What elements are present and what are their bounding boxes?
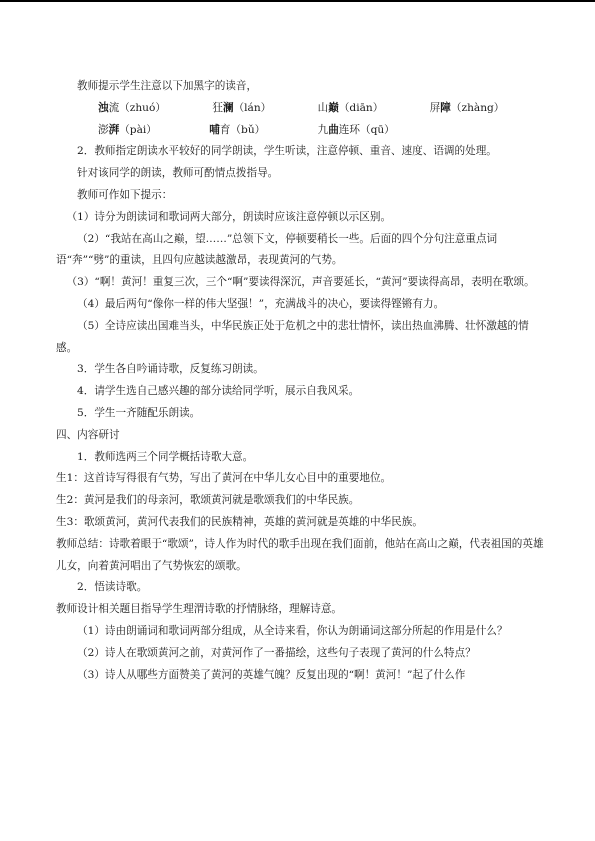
paragraph-p17: 生3：歌颂黄河，黄河代表我们的民族精神，英雄的黄河就是英雄的中华民族。: [56, 515, 423, 528]
vocab-line-2: [56, 120, 546, 142]
document-body: [56, 76, 546, 686]
bold-char: 巅: [328, 101, 339, 114]
vocab-item: [191, 98, 271, 120]
paragraph-p14: 1．教师选两三个同学概括诗歌大意。: [77, 450, 254, 463]
bold-char: 湃: [108, 123, 120, 136]
vocab-text: （lán）: [233, 101, 272, 114]
paragraph-l1: 教师提示学生注意以下加黑字的读音，: [77, 80, 258, 92]
bold-char: 澜: [222, 101, 234, 114]
vocab-text: （zhàng）: [450, 101, 505, 114]
vocab-text: 狂: [212, 101, 223, 114]
vocab-item: [77, 120, 157, 142]
paragraph-p5: （1）诗分为朗读词和歌词两大部分，朗读时应该注意停顿以示区别。: [66, 210, 392, 223]
paragraph-p9: （5）全诗应读出国难当头，中华民族正处于危机之中的悲壮情怀，读出热血沸腾、壮怀激越的情感。: [56, 319, 529, 354]
bold-char: 曲: [328, 123, 339, 136]
vocab-text: 流（zhuó）: [108, 101, 166, 114]
paragraph-p12: 5．学生一齐随配乐朗读。: [77, 406, 201, 419]
top-border-rule: [0, 0, 595, 2]
bold-char: 哺: [209, 123, 220, 136]
paragraph-p11: 4．请学生选自己感兴趣的部分读给同学听，展示自我风采。: [77, 385, 360, 398]
paragraph-p7: （3）“啊！黄河！重复三次，三个“啊”要读得深沉，声音要延长，“黄河”要读得高昂，表明在歌颂。: [66, 276, 535, 289]
vocab-text: （pài）: [119, 123, 157, 136]
paragraph-p15: 生1：这首诗写得很有气势，写出了黄河在中华儿女心目中的重要地位。: [56, 472, 392, 485]
vocab-text: 山: [317, 101, 329, 114]
paragraph-p10: 3．学生各自吟诵诗歌，反复练习朗读。: [77, 363, 264, 376]
paragraph-p2: 2．教师指定朗读水平较好的同学朗读，学生听读，注意停顿、重音、速度、语调的处理。: [77, 145, 497, 158]
vocab-text: 连环（qū）: [338, 123, 395, 136]
paragraph-p22: （2）诗人在歌颂黄河之前，对黄河作了一番描绘，这些句子表现了黄河的什么特点？: [77, 646, 476, 659]
paragraph-p4: 教师可作如下提示：: [77, 188, 173, 201]
bold-char: 浊: [98, 101, 109, 114]
paragraph-p16: 生2：黄河是我们的母亲河，歌颂黄河就是歌颂我们的中华民族。: [56, 494, 360, 507]
vocab-item: [409, 98, 505, 120]
paragraph-p23: （3）诗人从哪些方面赞美了黄河的英雄气魄？反复出现的“啊！黄河！”起了什么作: [77, 668, 466, 681]
section-heading: 四、内容研讨: [56, 428, 120, 441]
vocab-text: 屏: [429, 101, 441, 114]
vocab-text: （diān）: [338, 101, 384, 114]
vocab-item: [297, 98, 384, 120]
vocab-item: [77, 98, 166, 120]
paragraph-p6: （2）“我站在高山之巅，望……”总领下文，停顿要稍长一些。后面的四个分句注意重点词语“奔”“劈”的重读，且四句应越读越激昂，表现黄河的气势。: [56, 232, 498, 267]
vocab-item: [297, 120, 395, 142]
vocab-item: [188, 120, 265, 142]
vocab-text: 育（bǔ）: [219, 123, 266, 136]
paragraph-p18: 教师总结：诗歌着眼于“歌颂”，诗人作为时代的歌手出现在我们面前，他站在高山之巅，代表祖国的英雄儿女，向着黄河唱出了气势恢宏的颂歌。: [56, 537, 544, 572]
paragraph-p20: 教师设计相关题目指导学生理渭诗歌的抒情脉络，理解诗意。: [56, 603, 343, 616]
vocab-line-1: [56, 98, 546, 120]
paragraph-p3: 针对该同学的朗读，教师可酌情点拨指导。: [77, 167, 279, 180]
paragraph-p8: （4）最后两句“像你一样的伟大坚强！”，充满战斗的决心，要读得铿锵有力。: [77, 297, 445, 310]
bold-char: 障: [440, 101, 451, 114]
vocab-text: 澎: [98, 123, 109, 136]
paragraph-p19: 2．悟读诗歌。: [77, 581, 148, 594]
vocab-text: 九: [317, 123, 329, 136]
paragraph-p21: （1）诗由朗诵词和歌词两部分组成，从全诗来看，你认为朗诵词这部分所起的作用是什么？: [77, 624, 508, 637]
